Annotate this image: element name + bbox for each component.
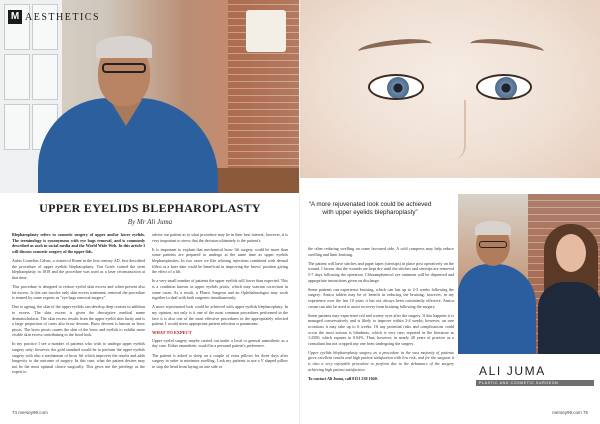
paragraph: the other reducing swelling on some favoured side. A cold compress may help reduce swelling and limit bruising.: [308, 246, 454, 257]
paragraph: The patient will have stitches and paper tapes (sterisips) in place post operatively on the wound. I favour that the wounds are kept dry until the stitches and sterisips are removed 5-7 days following the operation. Chloramphenicol eye ointment will be dispensed and appropriate instructions given on discharge.: [308, 260, 454, 283]
pull-quote: “A more rejuvenated look could be achieved with upper eyelids blepharoplasty”: [308, 201, 432, 216]
paragraph: The patient is asked to sleep on a couple of extra pillows for three days after surgery in order to minimise swelling. I ask my patients to use a V shaped pillow to stop the head from laying on one side or: [152, 352, 288, 369]
paragraph: Due to ageing, the skin of the upper eyelids can develop deep creases in addition to excess. The skin excess is given the descriptive medical name dermatochalasis. The skin excess results from the upper eyelid skin laxity and is a large proportion of cases also brow descent. Brow descent is known as brow ptosis. The brow ptosis causes the skin of the brow and eyelids to exhibit more visible skin excess contributing to the hood look.: [12, 304, 145, 338]
eyebrow-right: [469, 36, 544, 59]
surgeon-portrait-photo: [0, 0, 300, 193]
section-label: AESTHETICS: [25, 11, 100, 23]
nose: [438, 100, 466, 160]
glasses-icon: [479, 241, 507, 248]
paragraph: In my practice I see a number of patients who wish to undergo upper eyelids surgery only; however, the gold standard would be to perform the upper eyelids surgery with also a mechanism of brow lift which improves the results and adds longevity to the outcome of surgery. In this case, what the patient desires may not be the most optimal choice surgically. This gives me the privilege as the expert to: [12, 341, 145, 375]
paragraph: It is important to explain that mechanical brow lift surgery could be more than some patients are prepared to undergo at the same time as upper eyelids blepharoplasties. In two cases we like relaxing injections combined with dermal fillers at a later date could be beneficial in improving the brows' position giving the effect of a lift.: [152, 246, 288, 275]
eye-left: [368, 74, 424, 100]
section-subhead: WHAT TO EXPECT: [152, 330, 192, 336]
eye-right: [476, 74, 532, 100]
magazine-logo: M: [8, 10, 22, 24]
eyes-closeup-photo: [300, 0, 600, 178]
paragraph: Some patients can experience bruising, which can last up to 2-3 weeks following the surgery. Arnica tablets may be of benefit in reducing the bruising, however, in my experience over the last 10 years it has not always been consistently effective. Arnica cream can also be used to assist recovery from bruising following the surgery.: [308, 286, 454, 309]
byline: By Mr Ali Juma: [127, 218, 173, 226]
surgeon-title: PLASTIC AND COSMETIC SURGEON: [476, 380, 594, 386]
body-column-2: [152, 232, 288, 373]
glasses-icon: [102, 63, 146, 73]
body-column-1: [12, 232, 145, 379]
body-column-right: [308, 246, 454, 385]
paragraph: In a very small number of patients the upper eyelids will lower than expected. This is a condition known as upper eyelids ptosis, which may warrant correction in some cases. As a result, a Plastic Surgeon and an Ophthalmologist may work together to deal with both surgeries simultaneously.: [152, 278, 288, 301]
eyebrow-left: [357, 36, 432, 59]
right-page: [300, 0, 600, 424]
paragraph: Some patients may experience red and watery eyes after the surgery. If this happens it is managed conservatively and is likely to improve within 2-4 weeks; however, on rare occasions it may take up to 6 weeks. Of any potential risks and complications could occur the most serious is blindness, which is very rare; reported in the literature as 1:2500, which equates to 0.04%. Thus, however, in nearly 20 years of practice as a consultant has not cropped any one from undergoing the surgery.: [308, 312, 454, 346]
article-title: UPPER EYELIDS BLEPHAROPLASTY: [39, 201, 261, 215]
paragraph: Aulus Cornelius Celsus, a citizen of Rome in the first century AD, first described the procedure of upper eyelids blepharoplasty. Von Grafe coined the term blepharoplasty in 1818 and the procedure was used as a laser reconstruction at that time.: [12, 257, 145, 280]
surgeon-name-panel: [476, 365, 598, 383]
lamp: [246, 10, 286, 52]
paragraph: A more rejuvenated look could be achieved with upper eyelids blepharoplasty. In my opinion, not only is it one of the most common procedures performed in the face it is also one of the most effective procedures in the appropriately selected patient. I would stress appropriate patient selection is paramount.: [152, 304, 288, 327]
page-number-right: mersey99.com 75: [552, 410, 588, 415]
surgeon-name: ALI JUMA: [479, 364, 546, 378]
paragraph: This procedure is designed to reduce eyelid skin excess and when present also fat excess. Is this can involve only skin excess treatment, removal the procedure is termed by some experts as "eye bags removal surgery".: [12, 283, 145, 301]
paragraph: Upper eyelid surgery maybe carried out under a local or general anaesthetic as a day case. Either anaesthetic would be a personal patient's preference.: [152, 337, 288, 349]
paragraph: advise our patient as to what procedure may be in their best interest; however, it is very important to stress that the decision ultimately is the patient's.: [152, 232, 288, 243]
contact-line: To contact Ali Juma, call 0151 230 1040.: [308, 375, 378, 381]
paragraph: Upper eyelids blepharoplasty surgery as a procedure in the vast majority of patients gives excellent results and high patient satisfaction with low risk, and for the surgeon it is also a very enjoyable procedure to perform due to the debutance of the surgery achieving high patient satisfaction.: [308, 349, 454, 372]
masthead: [8, 10, 100, 24]
surgeon-and-colleague-photo: [458, 194, 600, 354]
lead-paragraph: Blepharoplasty refers to cosmetic surgery of upper and/or lower eyelids. The terminology is synonymous with eye bags removal, and is commonly described as such in social media and the World Wide Web. In this article I will discuss cosmetic surgery of the upper lids.: [12, 232, 145, 254]
page-number-left: 74 mersey99.com: [12, 410, 48, 415]
